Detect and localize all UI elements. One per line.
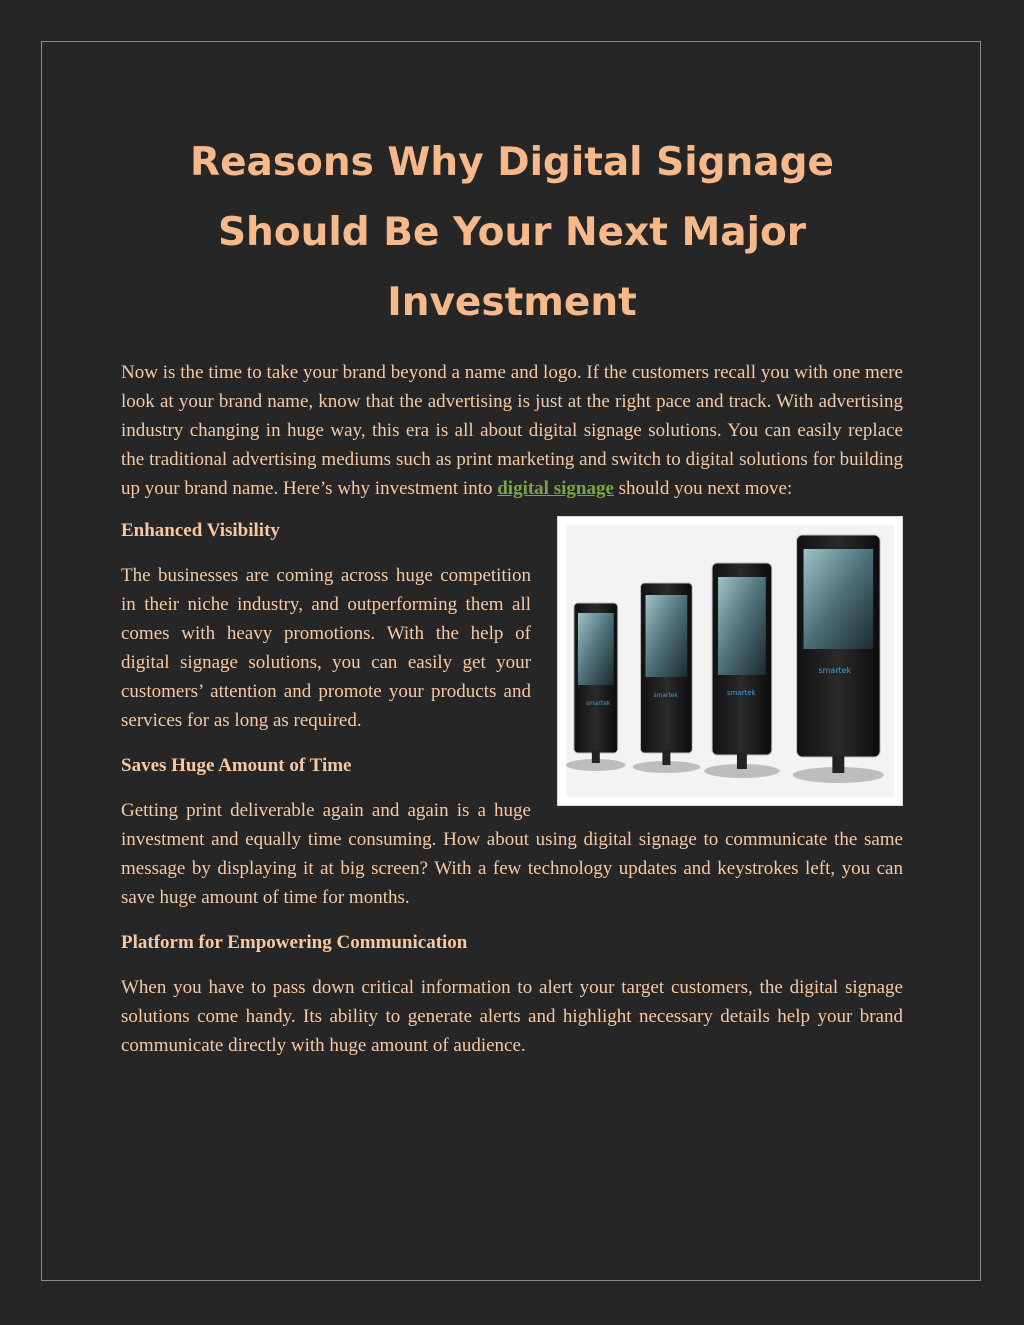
section-heading-saves-time: Saves Huge Amount of Time bbox=[121, 755, 352, 776]
kiosk-extra-large bbox=[793, 535, 884, 783]
intro-text-after-link: should you next move: bbox=[613, 478, 793, 499]
section-body-communication: When you have to pass down critical information to alert your target customers, the digital signage solutions come handy. Its ability to generate alerts and highlight necessary details help your brand communicate directly with huge amount of audience. bbox=[121, 977, 903, 1056]
kiosk-large bbox=[704, 563, 780, 778]
section-body-saves-time: Getting print deliverable again and again is a huge investment and equally time consuming. How about using digital signage to communicate the same message by displaying it at big screen? With a few technology updates and keystrokes left, you can save huge amount of time for months. bbox=[121, 800, 903, 908]
brand-logo-3: smartek bbox=[727, 688, 756, 698]
intro-paragraph bbox=[121, 358, 903, 503]
section-body-enhanced-visibility: The businesses are coming across huge competition in their niche industry, and outperforming them all comes with heavy promotions. With the help of digital signage solutions, you can easily get your customers’ attention and promote your products and services for as long as required. bbox=[121, 565, 531, 731]
section-heading-communication: Platform for Empowering Communication bbox=[121, 932, 468, 953]
kiosks-illustration bbox=[566, 525, 894, 797]
document-body bbox=[121, 128, 903, 1076]
digital-signage-kiosks-image bbox=[557, 516, 903, 806]
section-heading-enhanced-visibility: Enhanced Visibility bbox=[121, 520, 280, 541]
document-title: Reasons Why Digital Signage Should Be Your Next Major Investment bbox=[190, 140, 834, 325]
brand-logo-4: smartek bbox=[818, 665, 852, 676]
kiosk-medium bbox=[633, 583, 701, 773]
kiosk-small bbox=[566, 603, 626, 771]
digital-signage-link[interactable]: digital signage bbox=[497, 478, 614, 499]
intro-text-before-link: Now is the time to take your brand beyond a name and logo. If the customers recall you with one mere look at your brand name, know that the advertising is just at the right pace and track. With advertising industry changing in huge way, this era is all about digital signage solutions. You can easily replace the traditional advertising mediums such as print marketing and switch to digital solutions for building up your brand name. Here’s why investment into bbox=[121, 362, 903, 499]
brand-logo-1: smartek bbox=[585, 699, 611, 708]
brand-logo-2: smartek bbox=[653, 691, 678, 700]
